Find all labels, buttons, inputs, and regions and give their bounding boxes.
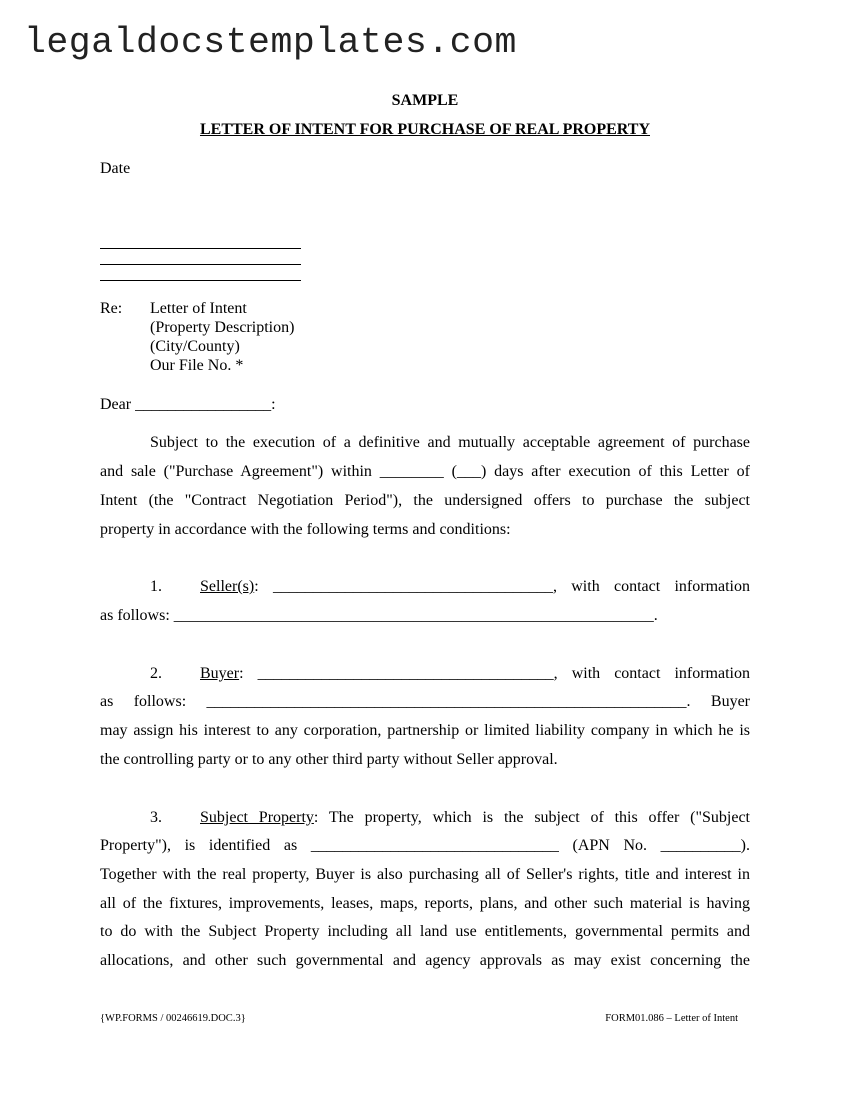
footer-form-number: FORM01.086 – Letter of Intent [605,1013,738,1024]
address-line [100,264,301,265]
item-heading: Buyer [200,665,240,682]
item-number: 1. [150,578,162,595]
salutation-colon: : [271,396,276,413]
paragraph-line: Together with the real property, Buyer is also purchasing all of Seller's rights, title and interest in [100,866,750,883]
paragraph-line: Intent (the "Contract Negotiation Period"), the undersigned offers to purchase the subject [100,492,750,509]
item-line-tail: ___________________________________, with contact information [272,578,750,595]
paragraph-line: Property"), is identified as _______________________________ (APN No. __________). [100,837,750,854]
document-title: LETTER OF INTENT FOR PURCHASE OF REAL PROPERTY [199,121,650,138]
paragraph-line: as follows: ____________________________________________________________. Buyer [100,693,750,710]
paragraph-line: and sale ("Purchase Agreement") within ________ (___) days after execution of this Letter of [100,463,750,480]
paragraph-line: Subject to the execution of a definitive and mutually acceptable agreement of purchase [150,434,750,451]
address-line [100,248,301,249]
item-line-tail: _____________________________________, with contact information [257,665,750,682]
item-heading: Subject Property [200,809,314,826]
item-first-line: Subject Property: The property, which is the subject of this offer ("Subject [200,809,751,826]
paragraph-line: allocations, and other such governmental and agency approvals as may exist concerning the [100,952,750,969]
item-first-line: Seller(s): ___________________________________, with contact information [200,578,750,595]
paragraph-line: the controlling party or to any other third party without Seller approval. [100,751,558,768]
sample-heading: SAMPLE [391,92,459,109]
paragraph-line: all of the fixtures, improvements, leases, maps, reports, plans, and other such material is having [100,895,750,912]
salutation-dear: Dear [100,396,132,413]
paragraph-line: property in accordance with the following terms and conditions: [100,521,511,538]
watermark: legaldocstemplates.com [24,22,517,63]
paragraph-line: as follows: ____________________________________________________________. [100,607,658,624]
re-line: (City/County) [150,338,240,355]
re-line: (Property Description) [150,319,295,336]
footer-file-reference: {WP.FORMS / 00246619.DOC.3} [100,1013,246,1024]
item-first-line: Buyer: _____________________________________, with contact information [200,665,750,682]
item-number: 2. [150,665,162,682]
paragraph-line: to do with the Subject Property including all land use entitlements, governmental permits and [100,923,750,940]
re-label: Re: [100,300,123,317]
item-heading: Seller(s) [200,578,255,595]
item-line-tail: The property, which is the subject of this offer ("Subject [328,809,751,826]
paragraph-line: may assign his interest to any corporation, partnership or limited liability company in which he is [100,722,750,739]
re-line: Letter of Intent [150,300,247,317]
re-line: Our File No. * [150,357,244,374]
salutation [100,395,276,414]
salutation-blank: _________________ [135,396,272,413]
address-line [100,280,301,281]
item-number: 3. [150,809,162,826]
date-label: Date [100,160,131,177]
